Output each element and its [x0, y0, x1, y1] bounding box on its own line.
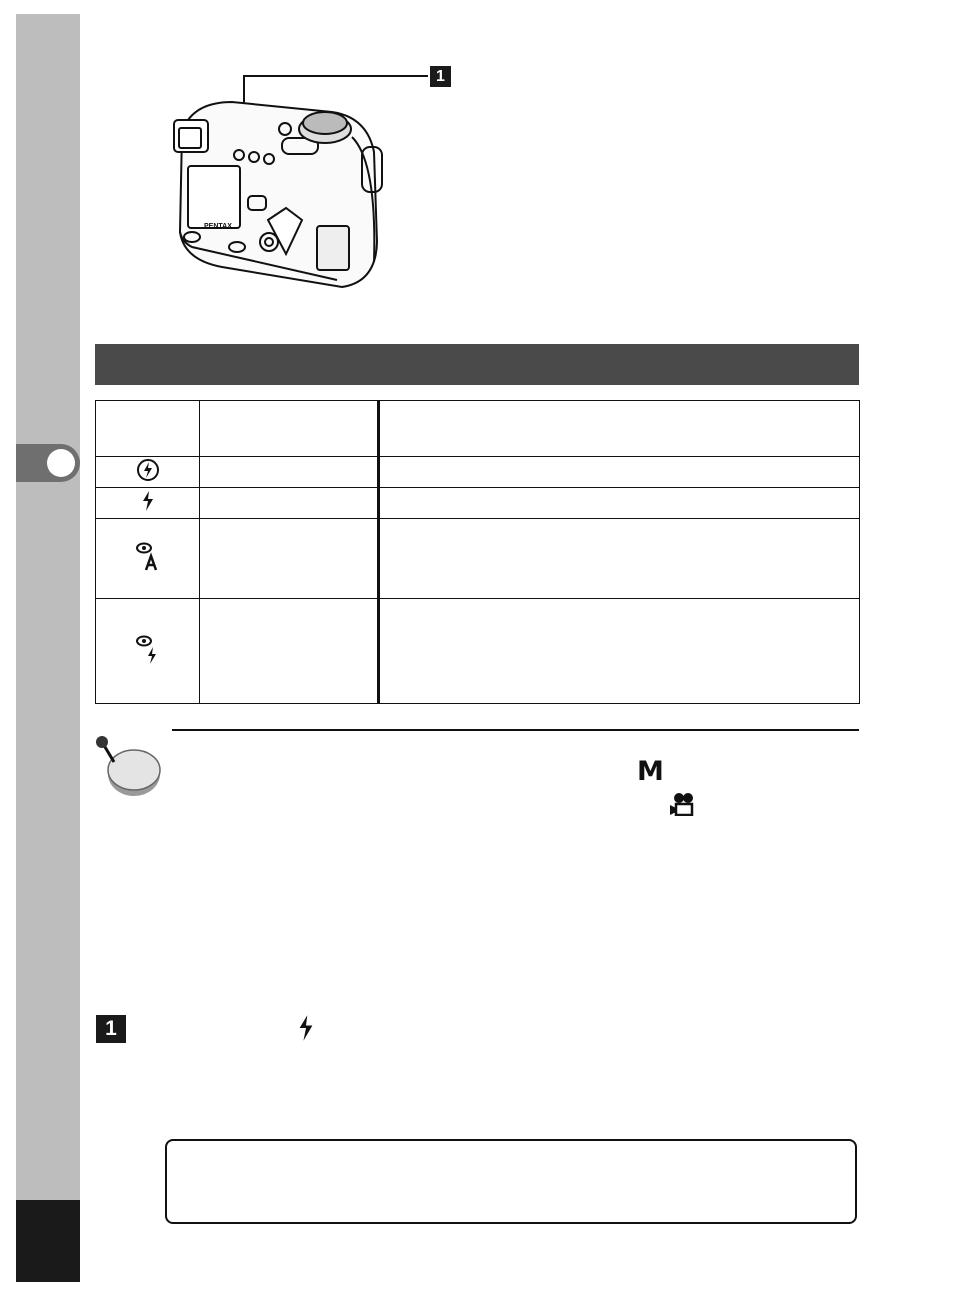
table-cell-name [200, 599, 379, 704]
flash-on-icon [141, 490, 155, 512]
table-row [96, 457, 860, 488]
table-row [96, 488, 860, 519]
flash-off-icon [136, 458, 160, 482]
flash-button-icon [297, 1014, 315, 1042]
side-chapter-tab [16, 14, 80, 1282]
chapter-marker [16, 444, 80, 482]
table-cell-name [200, 457, 379, 488]
table-cell-icon [96, 488, 200, 519]
table-cell-name [200, 519, 379, 599]
camera-brand-label: PENTAX [204, 223, 232, 230]
table-header-row [96, 401, 860, 457]
manual-mode-glyph: M [637, 756, 664, 787]
red-eye-flash-on-icon [134, 633, 162, 665]
table-cell-description [379, 488, 860, 519]
table-cell-description [379, 519, 860, 599]
movie-mode-icon [668, 792, 696, 816]
table-row [96, 599, 860, 704]
table-cell-icon [96, 457, 200, 488]
table-row [96, 519, 860, 599]
table-cell-icon [96, 519, 200, 599]
camera-illustration [162, 92, 390, 302]
flash-mode-table [95, 400, 860, 704]
side-page-footer-block [16, 1200, 80, 1282]
table-cell-name [200, 488, 379, 519]
callout-number-badge: 1 [430, 66, 451, 87]
info-box [165, 1139, 857, 1224]
table-cell-name [200, 401, 379, 457]
memo-divider [172, 729, 859, 731]
step-number-badge: 1 [96, 1015, 126, 1043]
chapter-marker-dot [47, 449, 75, 477]
table-cell-description [379, 599, 860, 704]
callout-line [243, 75, 428, 77]
red-eye-auto-icon [134, 540, 162, 572]
table-cell-description [379, 457, 860, 488]
section-header-bar [95, 344, 859, 385]
table-cell-description [379, 401, 860, 457]
table-cell-icon [96, 401, 200, 457]
table-cell-icon [96, 599, 200, 704]
memo-pin-icon [92, 734, 164, 800]
